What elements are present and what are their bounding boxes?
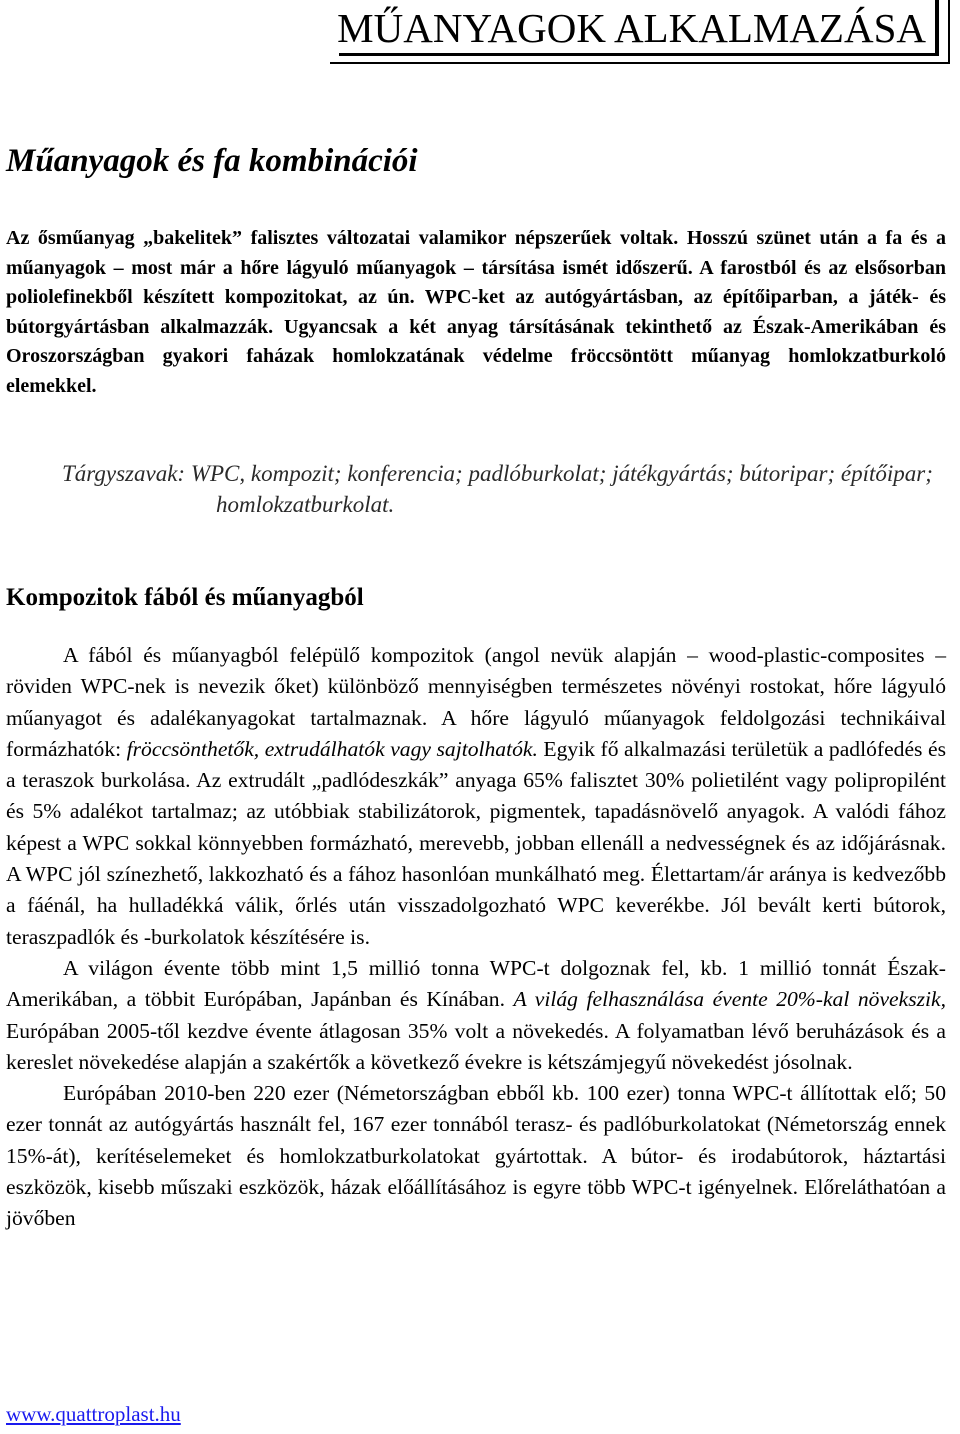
paragraph-3: Európában 2010-ben 220 ezer (Németországban ebből kb. 100 ezer) tonna WPC-t állítottak elő; 50 ezer tonnát az autógyártás használt fel, 167 ezer tonnából terasz- és padlóburkolatokat (Németország ennek 15%-át), kerítéselemeket és homlokzatburkolatokat gyártottak. A bútor- és irodabútorok, háztartási eszközök, kisebb műszaki eszközök, házak előállításához is egyre több WPC-t igényelnek. Előreláthatóan a jövőben bbox=[6, 1081, 946, 1231]
article-title: Műanyagok és fa kombinációi bbox=[6, 143, 418, 179]
paragraph-2 bbox=[6, 953, 946, 1078]
paragraph-1 bbox=[6, 640, 946, 953]
header-rule-horizontal bbox=[339, 53, 939, 56]
body-text bbox=[6, 640, 946, 1235]
keywords: Tárgyszavak: WPC, kompozit; konferencia; padlóburkolat; játékgyártás; bútoripar; építőipar; homlokzatburkolat. bbox=[62, 461, 933, 517]
paragraph-2-text-b: Európában 2005-től kezdve évente átlagosan 35% volt a növekedés. A folyamatban lévő beruházások és a kereslet növekedése alapján a szakértők a következő évekre is kétszámjegyű növekedést jósolnak. bbox=[6, 1018, 946, 1074]
footer-website-link[interactable]: www.quattroplast.hu bbox=[6, 1402, 181, 1426]
header-rule-horizontal-outer bbox=[330, 62, 950, 64]
paragraph-1-text-a: A fából és műanyagból felépülő kompozitok (angol nevük alapján – wood-plastic-composites – röviden WPC-nek is nevezik őket) különböző mennyiségben természetes növényi rostokat, hőre lágyuló műanyagot és adalékanyagokat tartalmaznak. A hőre lágyuló műanyagok feldolgozási technikáival formázhatók: bbox=[6, 643, 946, 761]
running-header-title: MŰANYAGOK ALKALMAZÁSA bbox=[337, 5, 926, 51]
section-heading: Kompozitok fából és műanyagból bbox=[6, 584, 364, 611]
abstract: Az ősműanyag „bakelitek” falisztes változatai valamikor népszerűek voltak. Hosszú szünet után a fa és a műanyagok – most már a hőre lágyuló műanyagok – társítása ismét időszerű. A farostból és az elsősorban poliolefinekből készített kompozitokat, az ún. WPC-ket az autógyártásban, az építőiparban, a játék- és bútorgyártásban alkalmazzák. Ugyancsak a két anyag társításának tekinthető az Észak-Amerikában és Oroszországban gyakori faházak homlokzatának védelme fröccsöntött műanyag homlokzatburkoló elemekkel. bbox=[6, 227, 946, 397]
header-rule-vertical bbox=[935, 0, 939, 56]
paragraph-1-text-b: Egyik fő alkalmazási területük a padlófedés és a teraszok burkolása. Az extrudált „padlódeszkák” anyaga 65% falisztet 30% polietilént vagy polipropilént és 5% adalékot tartalmaz; az utóbbiak stabilizátorok, pigmentek, tapadásnövelő anyagok. A valódi fához képest a WPC sokkal könnyebben formázható, merevebb, jobban ellenáll a nedvességnek és az időjárásnak. A WPC jól színezhető, lakkozható és a fához hasonlóan munkálható meg. Élettartam/ár aránya is kedvezőbb a fáénál, ha hulladékká válik, őrlés után visszadolgozható WPC keverékbe. Jól bevált kerti bútorok, teraszpadlók és -burkolatok készítésére is. bbox=[6, 736, 946, 949]
header-rule-vertical-outer bbox=[948, 0, 950, 64]
paragraph-2-text-a: A világon évente több mint 1,5 millió tonna WPC-t dolgoznak fel, kb. 1 millió tonnát Észak-Amerikában, a többit Európában, Japánban és Kínában. bbox=[6, 955, 946, 1012]
paragraph-2-emphasis: A világ felhasználása évente 20%-kal növekszik, bbox=[513, 987, 947, 1012]
paragraph-1-emphasis: fröccsönthetők, extrudálhatók vagy sajtolhatók. bbox=[126, 736, 538, 761]
running-header bbox=[330, 0, 950, 58]
